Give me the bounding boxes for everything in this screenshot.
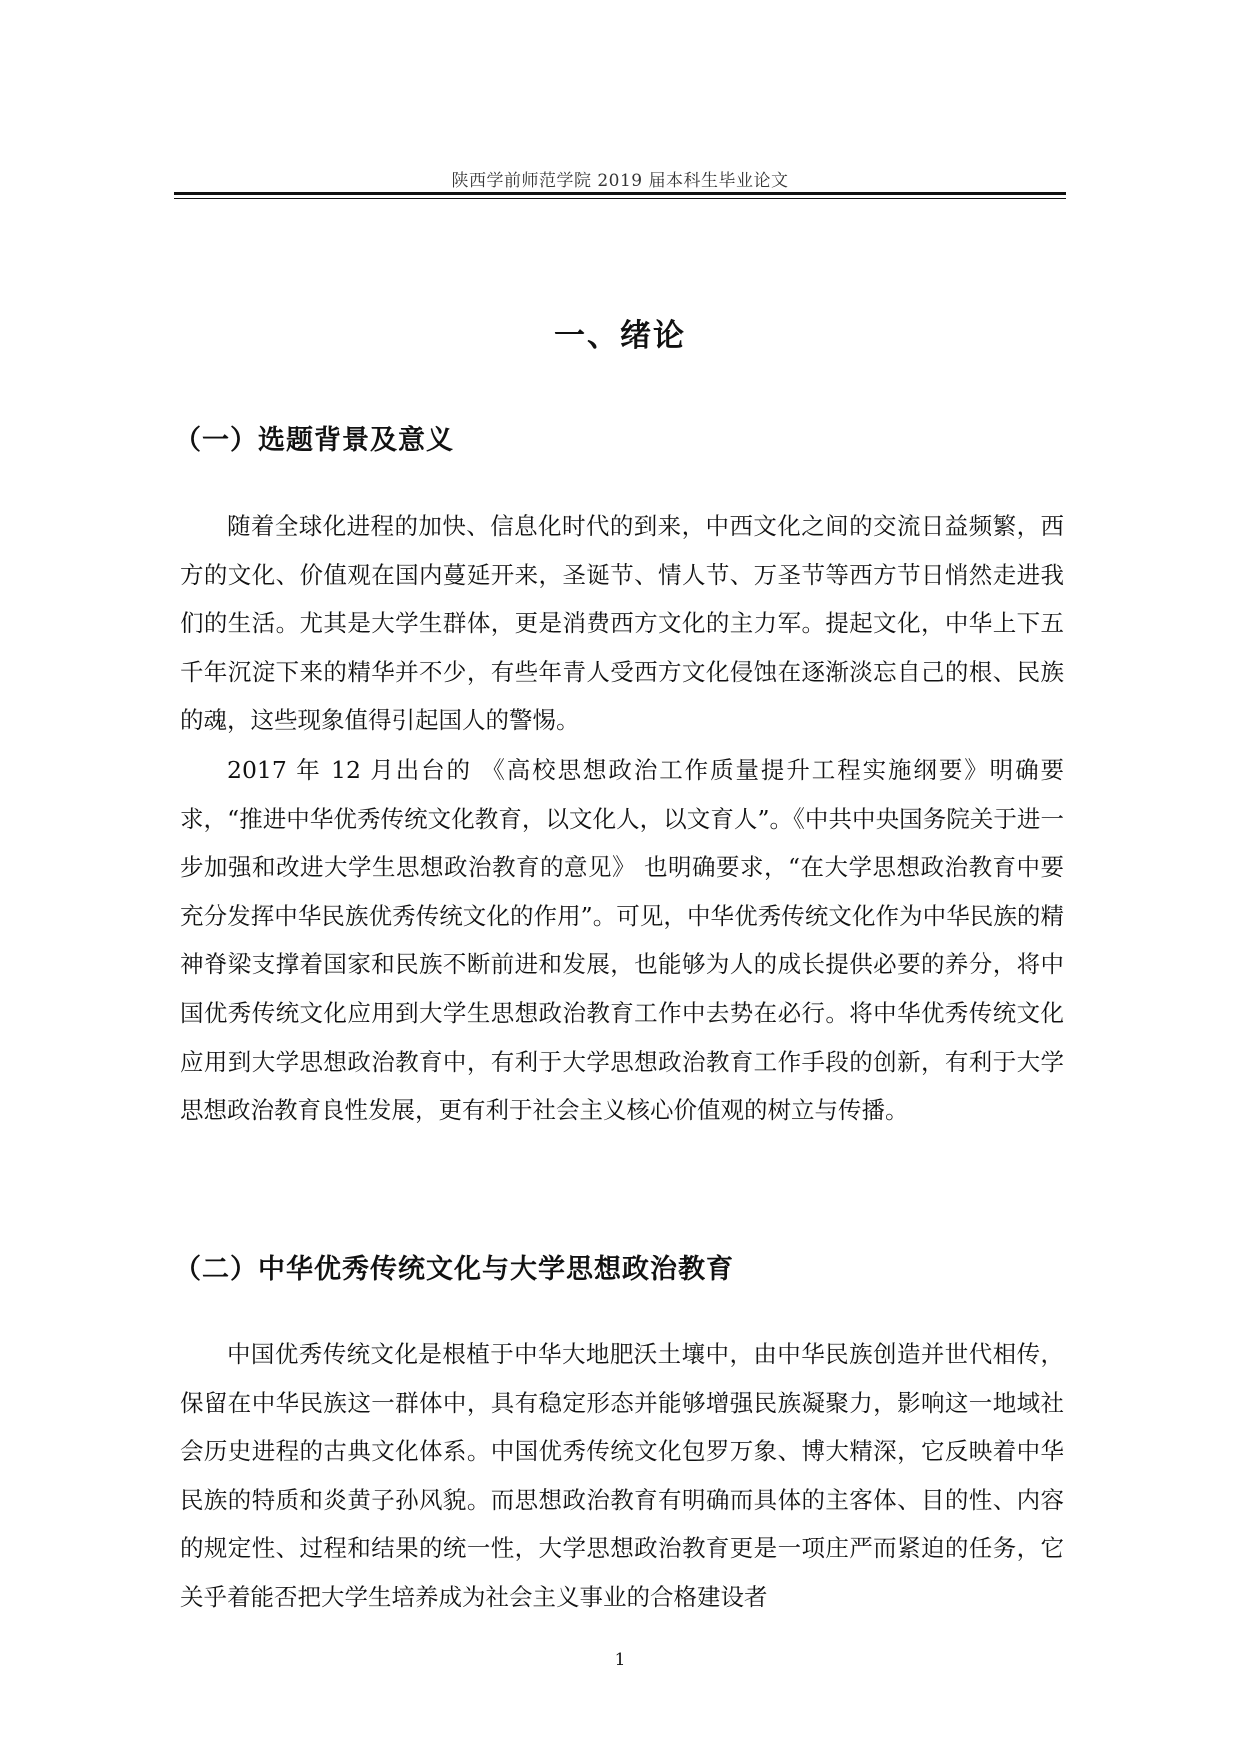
page-number: 1	[614, 1650, 626, 1670]
header-rule-thin	[174, 198, 1066, 199]
paragraph-3: 中国优秀传统文化是根植于中华大地肥沃土壤中，由中华民族创造并世代相传，保留在中华民族这一群体中，具有稳定形态并能够增强民族凝聚力，影响这一地域社会历史进程的古典文化体系。中国优秀传统文化包罗万象、博大精深，它反映着中华民族的特质和炎黄子孙风貌。而思想政治教育有明确而具体的主客体、目的性、内容的规定性、过程和结果的统一性，大学思想政治教育更是一项庄严而紧迫的任务，它关乎着能否把大学生培养成为社会主义事业的合格建设者	[180, 1340, 1064, 1611]
running-header: 陕西学前师范学院 2019 届本科生毕业论文	[451, 171, 789, 191]
paragraph-2: 2017 年 12 月出台的 《高校思想政治工作质量提升工程实施纲要》明确要求，“推进中华优秀传统文化教育，以文化人，以文育人”。《中共中央国务院关于进一步加强和改进大学生思想政治教育的意见》 也明确要求，“在大学思想政治教育中要充分发挥中华民族优秀传统文化的作用”。可见，中华优秀传统文化作为中华民族的精神脊梁支撑着国家和民族不断前进和发展，也能够为人的成长提供必要的养分，将中国优秀传统文化应用到大学生思想政治教育工作中去势在必行。将中华优秀传统文化应用到大学思想政治教育中，有利于大学思想政治教育工作手段的创新，有利于大学思想政治教育良性发展，更有利于社会主义核心价值观的树立与传播。	[180, 756, 1064, 1125]
section-title-1: （一）选题背景及意义	[174, 425, 454, 456]
chapter-title: 一、绪论	[554, 318, 686, 354]
section-title-2: （二）中华优秀传统文化与大学思想政治教育	[174, 1254, 734, 1285]
paragraph-1: 随着全球化进程的加快、信息化时代的到来，中西文化之间的交流日益频繁，西方的文化、价值观在国内蔓延开来，圣诞节、情人节、万圣节等西方节日悄然走进我们的生活。尤其是大学生群体，更是消费西方文化的主力军。提起文化，中华上下五千年沉淀下来的精华并不少，有些年青人受西方文化侵蚀在逐渐淡忘自己的根、民族的魂，这些现象值得引起国人的警惕。	[180, 512, 1064, 735]
header-rule-thick	[174, 192, 1066, 195]
